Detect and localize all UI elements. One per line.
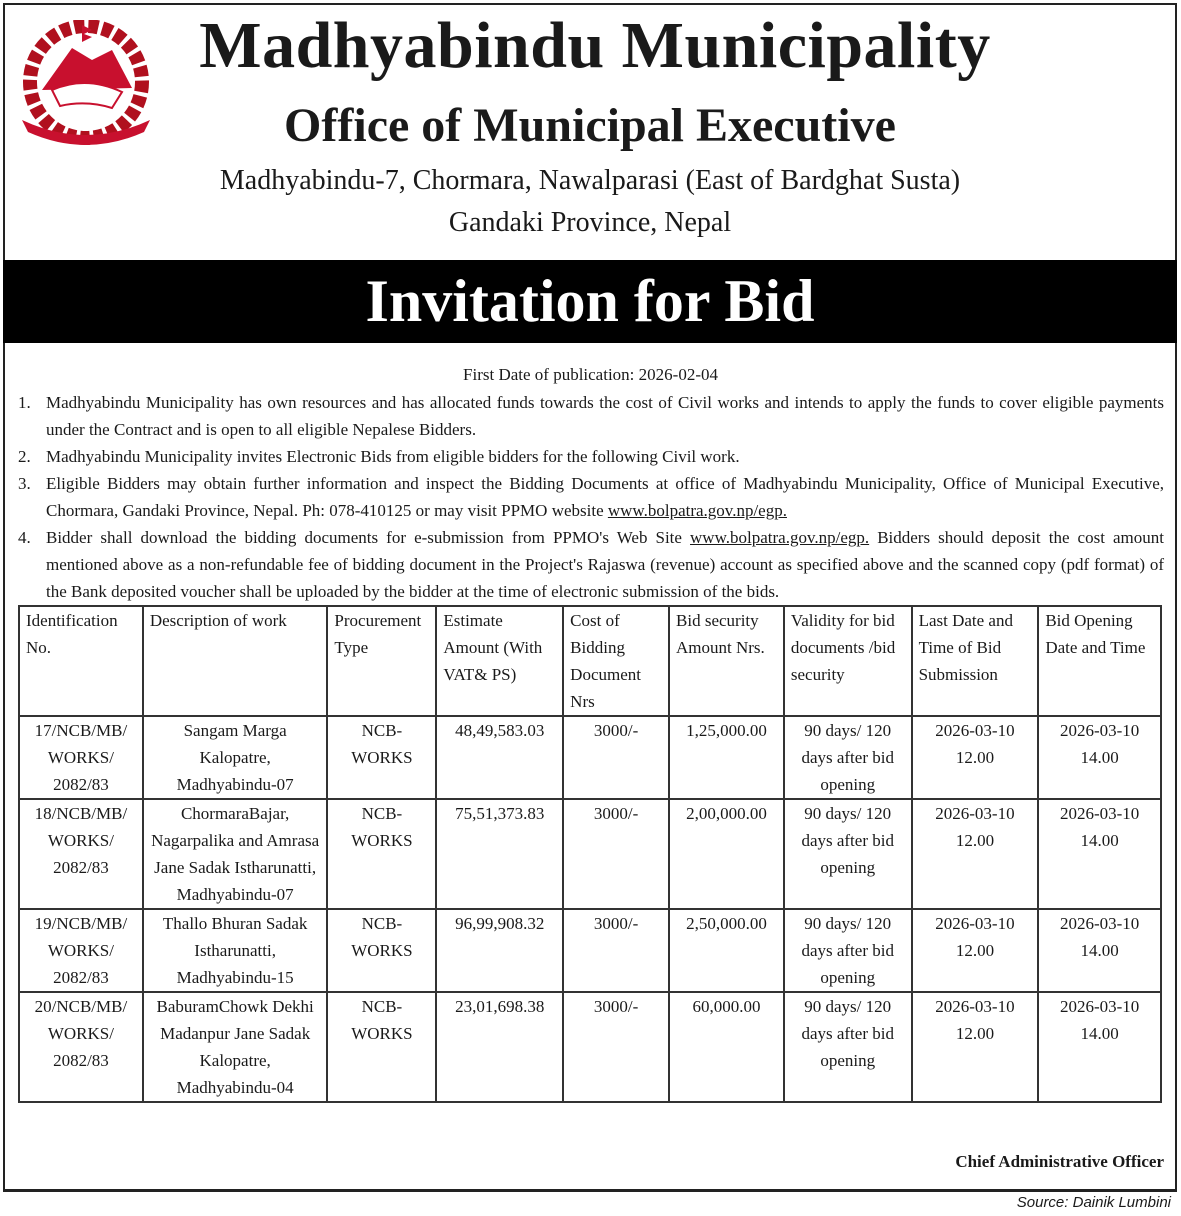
ppmo-link[interactable]: www.bolpatra.gov.np/egp.	[607, 501, 787, 520]
signature-title: Chief Administrative Officer	[955, 1152, 1164, 1171]
table-cell: 90 days/ 120 days after bid opening	[784, 909, 912, 992]
table-cell: NCB-WORKS	[327, 716, 436, 799]
item-text: Madhyabindu Municipality has own resources and has allocated funds towards the cost of Civil works and intends to apply the funds to cover eligible payments under the Contract and is open to all eligible Nepalese Bidders.	[46, 393, 1164, 439]
invitation-banner: Invitation for Bid	[3, 260, 1177, 343]
table-cell: 75,51,373.83	[436, 799, 563, 909]
table-cell: 90 days/ 120 days after bid opening	[784, 992, 912, 1102]
address: Madhyabindu-7, Chormara, Nawalparasi (East of Bardghat Susta)	[219, 165, 961, 196]
publication-date: First Date of publication: 2026-02-04	[463, 365, 718, 384]
nepal-emblem-logo	[12, 20, 160, 150]
list-item	[18, 470, 1164, 524]
table-cell: 2026-03-10 14.00	[1038, 909, 1161, 992]
table-cell: 23,01,698.38	[436, 992, 563, 1102]
table-cell: 2026-03-10 12.00	[912, 909, 1039, 992]
table-cell: 2026-03-10 14.00	[1038, 716, 1161, 799]
table-cell: Sangam Marga Kalopatre, Madhyabindu-07	[143, 716, 328, 799]
table-cell: 17/NCB/MB/ WORKS/ 2082/83	[19, 716, 143, 799]
table-cell: 2026-03-10 12.00	[912, 992, 1039, 1102]
column-header: Estimate Amount (With VAT& PS)	[436, 606, 563, 716]
column-header: Description of work	[143, 606, 328, 716]
column-header: Identification No.	[19, 606, 143, 716]
municipality-title: Madhyabindu Municipality	[199, 9, 991, 82]
table-cell: BaburamChowk Dekhi Madanpur Jane Sadak Kalopatre, Madhyabindu-04	[143, 992, 328, 1102]
item-number: 2.	[18, 447, 31, 466]
table-cell: NCB-WORKS	[327, 799, 436, 909]
table-cell: Thallo Bhuran Sadak Istharunatti, Madhyabindu-15	[143, 909, 328, 992]
table-cell: 19/NCB/MB/ WORKS/ 2082/83	[19, 909, 143, 992]
table-row	[19, 992, 1161, 1102]
table-cell: 90 days/ 120 days after bid opening	[784, 799, 912, 909]
column-header: Last Date and Time of Bid Submission	[912, 606, 1039, 716]
ppmo-link[interactable]: www.bolpatra.gov.np/egp.	[690, 528, 870, 547]
table-cell: 3000/-	[563, 799, 669, 909]
item-text: Bidder shall download the bidding documents for e-submission from PPMO's Web Site	[46, 528, 691, 547]
table-cell: 3000/-	[563, 716, 669, 799]
table-cell: 1,25,000.00	[669, 716, 784, 799]
column-header: Validity for bid documents /bid security	[784, 606, 912, 716]
table-cell: ChormaraBajar, Nagarpalika and Amrasa Jane Sadak Istharunatti, Madhyabindu-07	[143, 799, 328, 909]
column-header: Procurement Type	[327, 606, 436, 716]
table-cell: 60,000.00	[669, 992, 784, 1102]
table-row	[19, 909, 1161, 992]
table-cell: 96,99,908.32	[436, 909, 563, 992]
table-cell: 2,50,000.00	[669, 909, 784, 992]
list-item	[18, 443, 1164, 470]
table-cell: 2026-03-10 14.00	[1038, 799, 1161, 909]
source-credit: Source: Dainik Lumbini	[1016, 1194, 1171, 1211]
item-number: 1.	[18, 393, 31, 412]
list-item	[18, 389, 1164, 443]
list-item	[18, 524, 1164, 605]
table-cell: 3000/-	[563, 992, 669, 1102]
item-text: Eligible Bidders may obtain further information and inspect the Bidding Documents at office of Madhyabindu Municipality, Office of Municipal Executive, Chormara, Gandaki Province, Nepal. Ph: 078-410125 or may visit PPMO website	[46, 474, 1164, 520]
item-text: Madhyabindu Municipality invites Electronic Bids from eligible bidders for the following Civil work.	[46, 447, 740, 466]
item-text: Bidders should deposit the cost amount mentioned above as a non-refundable fee of bidding document in the Project's Rajaswa (revenue) account as specified above and the scanned copy (pdf format) of the Bank deposited voucher shall be uploaded by the bidder at the time of electronic submission of the bids.	[46, 528, 1164, 601]
item-number: 3.	[18, 474, 31, 493]
province: Gandaki Province, Nepal	[448, 207, 732, 238]
column-header: Bid security Amount Nrs.	[669, 606, 784, 716]
table-cell: 18/NCB/MB/ WORKS/ 2082/83	[19, 799, 143, 909]
table-cell: 2026-03-10 14.00	[1038, 992, 1161, 1102]
bid-table	[18, 605, 1162, 1103]
table-cell: 3000/-	[563, 909, 669, 992]
table-cell: 2026-03-10 12.00	[912, 716, 1039, 799]
item-number: 4.	[18, 528, 31, 547]
column-header: Bid Opening Date and Time	[1038, 606, 1161, 716]
table-row	[19, 716, 1161, 799]
office-title: Office of Municipal Executive	[284, 99, 896, 152]
column-header: Cost of Bidding Document Nrs	[563, 606, 669, 716]
table-cell: NCB-WORKS	[327, 992, 436, 1102]
table-cell: 2026-03-10 12.00	[912, 799, 1039, 909]
table-cell: 2,00,000.00	[669, 799, 784, 909]
table-row	[19, 799, 1161, 909]
notice-items	[18, 389, 1164, 605]
table-cell: 90 days/ 120 days after bid opening	[784, 716, 912, 799]
table-cell: NCB-WORKS	[327, 909, 436, 992]
table-cell: 20/NCB/MB/ WORKS/ 2082/83	[19, 992, 143, 1102]
table-cell: 48,49,583.03	[436, 716, 563, 799]
